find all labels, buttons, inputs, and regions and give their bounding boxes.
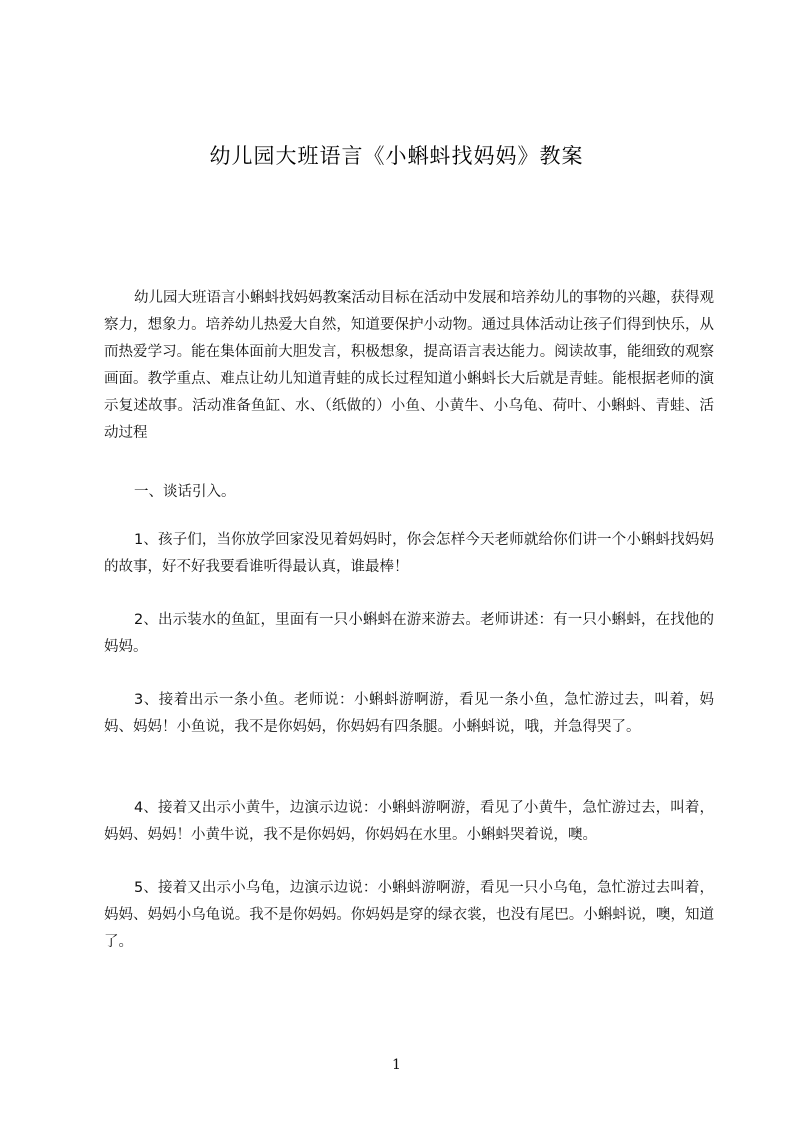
step-paragraph-5: 5、接着又出示小乌龟，边演示边说：小蝌蚪游啊游，看见一只小乌龟，急忙游过去叫着，妈妈、妈妈小乌龟说。我不是你妈妈。你妈妈是穿的绿衣裳，也没有尾巴。小蝌蚪说，噢，知道了。 — [104, 880, 714, 950]
step-paragraph-1: 1、孩子们，当你放学回家没见着妈妈时，你会怎样今天老师就给你们讲一个小蝌蚪找妈妈的故事，好不好我要看谁听得最认真，谁最棒！ — [104, 532, 714, 575]
section-heading: 一、谈话引入。 — [134, 484, 236, 500]
step-paragraph-2: 2、出示装水的鱼缸，里面有一只小蝌蚪在游来游去。老师讲述：有一只小蝌蚪，在找他的妈妈。 — [104, 612, 714, 655]
step-3-block — [104, 687, 714, 741]
step-1-block — [104, 527, 714, 581]
step-paragraph-3: 3、接着出示一条小鱼。老师说：小蝌蚪游啊游，看见一条小鱼，急忙游过去，叫着，妈妈、妈妈！小鱼说，我不是你妈妈，你妈妈有四条腿。小蝌蚪说，哦，并急得哭了。 — [104, 692, 714, 735]
step-paragraph-4: 4、接着又出示小黄牛，边演示边说：小蝌蚪游啊游，看见了小黄牛，急忙游过去，叫着，妈妈、妈妈！小黄牛说，我不是你妈妈，你妈妈在水里。小蝌蚪哭着说，噢。 — [104, 800, 714, 843]
step-5-block — [104, 875, 714, 956]
intro-block — [104, 285, 714, 447]
step-4-block — [104, 795, 714, 849]
section-heading-block — [104, 479, 714, 506]
page-number: 1 — [392, 1057, 401, 1073]
intro-paragraph: 幼儿园大班语言小蝌蚪找妈妈教案活动目标在活动中发展和培养幼儿的事物的兴趣，获得观察力，想象力。培养幼儿热爱大自然，知道要保护小动物。通过具体活动让孩子们得到快乐，从而热爱学习。能在集体面前大胆发言，积极想象，提高语言表达能力。阅读故事，能细致的观察画面。教学重点、难点让幼儿知道青蛙的成长过程知道小蝌蚪长大后就是青蛙。能根据老师的演示复述故事。活动准备鱼缸、水、（纸做的）小鱼、小黄牛、小乌龟、荷叶、小蝌蚪、青蛙、活动过程 — [104, 290, 714, 441]
step-2-block — [104, 607, 714, 661]
page-title: 幼儿园大班语言《小蝌蚪找妈妈》教案 — [209, 144, 584, 168]
